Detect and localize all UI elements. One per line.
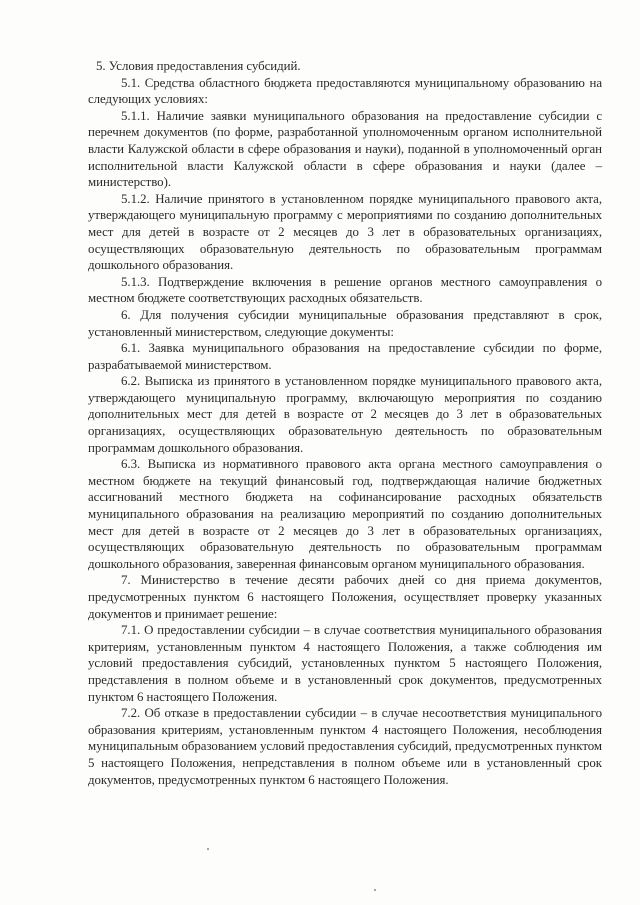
paragraph-5-1-3: 5.1.3. Подтверждение включения в решение органов местного самоуправления о местном бюджете соответствующих расходных обязательств.	[88, 274, 602, 306]
paragraph-5-1-2: 5.1.2. Наличие принятого в установленном порядке муниципального правового акта, утверждающего муниципальную программу с мероприятиями по созданию дополнительных мест для детей в возрасте от 2 месяцев до 3 лет в образовательных организациях, осуществляющих образовательную деятельность по образовательным программам дошкольного образования.	[88, 191, 602, 273]
paragraph-7: 7. Министерство в течение десяти рабочих дней со дня приема документов, предусмотренных пунктом 6 настоящего Положения, осуществляет проверку указанных документов и принимает решение:	[88, 573, 602, 621]
paragraph-6-2: 6.2. Выписка из принятого в установленном порядке муниципального правового акта, утверждающего муниципальную программу, включающую мероприятия по созданию дополнительных мест для детей в возрасте от 2 месяцев до 3 лет в образовательных организациях, осуществляющих образовательную деятельность по образовательным программам дошкольного образования.	[88, 374, 602, 455]
paragraph-7-1: 7.1. О предоставлении субсидии – в случае соответствия муниципального образования критериям, установленным пунктом 4 настоящего Положения, а также соблюдения им условий предоставления субсидий, установленных пунктом 5 настоящего Положения, представления в полном объеме и в установленный срок документов, предусмотренных пунктом 6 настоящего Положения.	[88, 623, 602, 704]
paragraph-6: 6. Для получения субсидии муниципальные образования представляют в срок, установленный министерством, следующие документы:	[88, 307, 602, 339]
paragraph-7-2: 7.2. Об отказе в предоставлении субсидии – в случае несоответствия муниципального образования критериям, установленным пунктом 4 настоящего Положения, несоблюдения муниципальным образованием условий предоставления субсидий, предусмотренных пунктом 5 настоящего Положения, непредставления в полном объеме или в установленный срок документов, предусмотренных пунктом 6 настоящего Положения.	[88, 706, 602, 787]
scan-speck	[207, 848, 209, 850]
section-heading: 5. Условия предоставления субсидий.	[96, 59, 301, 73]
paragraph-5-1-1: 5.1.1. Наличие заявки муниципального образования на предоставление субсидии с перечнем документов (по форме, разработанной уполномоченным органом исполнительной власти Калужской области в сфере образования и науки), поданной в уполномоченный орган исполнительной власти Калужской области в сфере образования и науки (далее – министерство).	[88, 108, 602, 190]
paragraph-6-1: 6.1. Заявка муниципального образования на предоставление субсидии по форме, разрабатываемой министерством.	[88, 341, 602, 372]
scan-speck	[374, 889, 376, 891]
document-body	[88, 58, 602, 788]
paragraph-6-3: 6.3. Выписка из нормативного правового акта органа местного самоуправления о местном бюджете на текущий финансовый год, подтверждающая наличие бюджетных ассигнований местного бюджета на софинансирование расходных обязательств муниципального образования на реализацию мероприятий по созданию дополнительных мест для детей в возрасте от 2 месяцев до 3 лет в образовательных организациях, осуществляющих образовательную деятельность по образовательным программам дошкольного образования, заверенная финансовым органом муниципального образования.	[88, 457, 602, 571]
paragraph-5-1: 5.1. Средства областного бюджета предоставляются муниципальному образованию на следующих условиях:	[88, 75, 602, 107]
